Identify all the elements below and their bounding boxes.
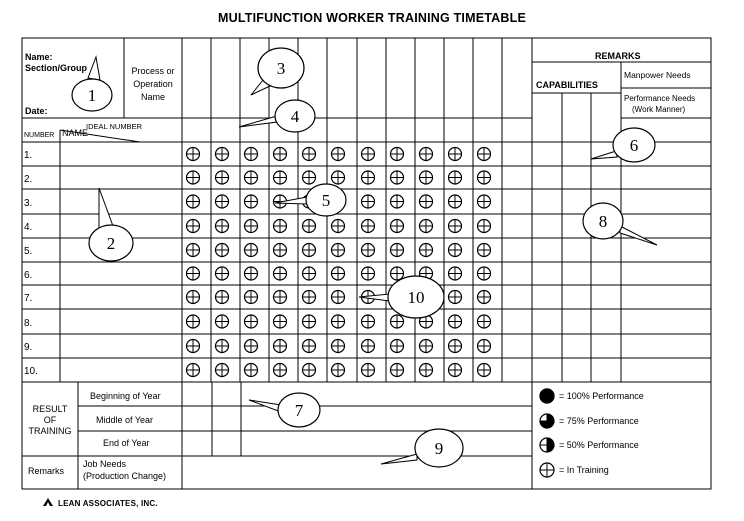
in-training-mark bbox=[449, 364, 462, 377]
legend-symbol-2 bbox=[540, 438, 554, 452]
in-training-mark bbox=[449, 315, 462, 328]
in-training-mark bbox=[245, 195, 258, 208]
brand-name: LEAN ASSOCIATES, INC. bbox=[58, 499, 158, 508]
in-training-mark bbox=[420, 244, 433, 257]
remarks-title: REMARKS bbox=[595, 51, 641, 61]
in-training-mark bbox=[362, 171, 375, 184]
callout-bubble-4 bbox=[239, 100, 315, 132]
callout-bubble-8 bbox=[583, 203, 657, 245]
in-training-mark bbox=[391, 340, 404, 353]
in-training-mark bbox=[449, 340, 462, 353]
in-training-mark bbox=[274, 220, 287, 233]
callout-number-3: 3 bbox=[276, 59, 286, 78]
in-training-mark bbox=[274, 315, 287, 328]
in-training-mark bbox=[245, 267, 258, 280]
callout-number-4: 4 bbox=[290, 107, 300, 126]
in-training-mark bbox=[478, 148, 491, 161]
in-training-mark bbox=[187, 267, 200, 280]
in-training-mark bbox=[245, 364, 258, 377]
end-of-year-label: End of Year bbox=[103, 438, 150, 448]
process-label-line2: Operation bbox=[133, 79, 173, 89]
callout-number-8: 8 bbox=[598, 212, 608, 231]
row-number-4: 4. bbox=[24, 222, 33, 233]
in-training-mark bbox=[332, 340, 345, 353]
in-training-mark bbox=[478, 291, 491, 304]
callout-bubble-10 bbox=[359, 276, 444, 318]
in-training-mark bbox=[274, 267, 287, 280]
in-training-mark bbox=[362, 148, 375, 161]
in-training-mark bbox=[391, 315, 404, 328]
in-training-mark bbox=[245, 244, 258, 257]
callout-number-2: 2 bbox=[106, 234, 116, 253]
in-training-mark bbox=[391, 364, 404, 377]
in-training-mark bbox=[303, 148, 316, 161]
process-label-line3: Name bbox=[140, 92, 165, 102]
in-training-mark bbox=[478, 171, 491, 184]
in-training-mark bbox=[187, 148, 200, 161]
name-label: Name: bbox=[25, 52, 53, 62]
in-training-mark bbox=[245, 171, 258, 184]
in-training-mark bbox=[216, 340, 229, 353]
in-training-mark bbox=[332, 291, 345, 304]
in-training-mark bbox=[216, 148, 229, 161]
in-training-mark bbox=[274, 171, 287, 184]
in-training-mark bbox=[391, 148, 404, 161]
in-training-mark bbox=[187, 195, 200, 208]
capabilities-label: CAPABILITIES bbox=[536, 80, 598, 90]
in-training-mark bbox=[478, 244, 491, 257]
in-training-mark bbox=[274, 148, 287, 161]
callout-number-10: 10 bbox=[407, 288, 425, 307]
in-training-mark bbox=[303, 291, 316, 304]
in-training-mark bbox=[449, 171, 462, 184]
in-training-mark bbox=[187, 291, 200, 304]
in-training-mark bbox=[332, 171, 345, 184]
in-training-mark bbox=[420, 364, 433, 377]
in-training-mark bbox=[478, 195, 491, 208]
in-training-mark bbox=[420, 220, 433, 233]
callout-number-7: 7 bbox=[294, 401, 304, 420]
in-training-mark bbox=[362, 220, 375, 233]
in-training-mark bbox=[216, 195, 229, 208]
in-training-mark bbox=[187, 315, 200, 328]
in-training-mark bbox=[362, 195, 375, 208]
in-training-mark bbox=[187, 340, 200, 353]
in-training-mark bbox=[478, 267, 491, 280]
in-training-mark bbox=[332, 315, 345, 328]
process-label-line1: Process or bbox=[131, 66, 175, 76]
in-training-mark bbox=[449, 267, 462, 280]
legend-label-75: = 75% Performance bbox=[559, 416, 639, 426]
in-training-mark bbox=[216, 291, 229, 304]
callout-bubble-9 bbox=[381, 429, 463, 467]
row-number-8: 8. bbox=[24, 317, 33, 329]
in-training-mark bbox=[391, 220, 404, 233]
in-training-mark bbox=[420, 195, 433, 208]
callout-bubble-6 bbox=[591, 128, 655, 162]
in-training-mark bbox=[332, 267, 345, 280]
in-training-mark bbox=[420, 340, 433, 353]
in-training-mark bbox=[362, 267, 375, 280]
in-training-mark bbox=[245, 291, 258, 304]
row-number-1: 1. bbox=[24, 150, 33, 161]
in-training-mark bbox=[391, 244, 404, 257]
in-training-mark bbox=[478, 364, 491, 377]
in-training-mark bbox=[274, 244, 287, 257]
row-number-9: 9. bbox=[24, 342, 33, 353]
row-number-7: 7. bbox=[24, 293, 33, 304]
row-number-10: 10. bbox=[24, 366, 38, 377]
legend-symbol-3 bbox=[540, 463, 554, 477]
beginning-of-year-label: Beginning of Year bbox=[90, 391, 161, 401]
performance-needs-label: Performance Needs bbox=[624, 94, 696, 103]
section-group-label: Section/Group bbox=[25, 63, 88, 73]
legend-symbol-0 bbox=[540, 389, 554, 403]
row-number-2: 2. bbox=[24, 173, 33, 185]
legend-symbol-1 bbox=[540, 414, 554, 428]
in-training-mark bbox=[274, 291, 287, 304]
in-training-mark bbox=[362, 340, 375, 353]
in-training-mark bbox=[478, 315, 491, 328]
date-label: Date: bbox=[25, 106, 48, 116]
in-training-mark bbox=[216, 220, 229, 233]
callout-number-6: 6 bbox=[629, 136, 639, 155]
in-training-mark bbox=[303, 171, 316, 184]
in-training-mark bbox=[216, 267, 229, 280]
middle-of-year-label: Middle of Year bbox=[96, 415, 154, 425]
in-training-mark bbox=[187, 244, 200, 257]
callout-number-5: 5 bbox=[321, 191, 331, 210]
in-training-mark bbox=[449, 220, 462, 233]
result-label: RESULT bbox=[32, 404, 68, 414]
in-training-mark bbox=[391, 267, 404, 280]
training-label: TRAINING bbox=[28, 426, 72, 436]
in-training-mark bbox=[245, 315, 258, 328]
lean-logo-icon bbox=[42, 497, 54, 507]
in-training-mark bbox=[187, 171, 200, 184]
in-training-mark bbox=[216, 244, 229, 257]
legend-label-100: = 100% Performance bbox=[559, 391, 644, 401]
in-training-mark bbox=[216, 315, 229, 328]
in-training-mark bbox=[391, 171, 404, 184]
work-manner-label: (Work Manner) bbox=[632, 105, 686, 114]
manpower-needs-label: Manpower Needs bbox=[624, 70, 691, 80]
in-training-mark bbox=[332, 364, 345, 377]
in-training-mark bbox=[303, 315, 316, 328]
in-training-mark bbox=[449, 244, 462, 257]
brand-footer bbox=[42, 497, 158, 508]
in-training-mark bbox=[303, 364, 316, 377]
in-training-mark bbox=[187, 364, 200, 377]
callout-bubble-3 bbox=[251, 48, 304, 95]
in-training-mark bbox=[303, 220, 316, 233]
in-training-mark bbox=[245, 148, 258, 161]
in-training-mark bbox=[303, 267, 316, 280]
in-training-mark bbox=[420, 148, 433, 161]
in-training-mark bbox=[274, 340, 287, 353]
callout-bubble-2 bbox=[89, 188, 133, 261]
in-training-mark bbox=[303, 244, 316, 257]
ideal-number-label: IDEAL NUMBER bbox=[86, 122, 142, 131]
row-number-3: 3. bbox=[24, 197, 33, 209]
in-training-mark bbox=[449, 148, 462, 161]
in-training-mark bbox=[420, 171, 433, 184]
in-training-mark bbox=[274, 364, 287, 377]
in-training-mark bbox=[245, 220, 258, 233]
in-training-mark bbox=[245, 340, 258, 353]
in-training-mark bbox=[449, 195, 462, 208]
in-training-mark bbox=[362, 244, 375, 257]
page-title: MULTIFUNCTION WORKER TRAINING TIMETABLE bbox=[218, 11, 526, 25]
in-training-mark bbox=[362, 364, 375, 377]
callout-bubble-7 bbox=[249, 393, 320, 427]
in-training-mark bbox=[478, 340, 491, 353]
in-training-mark bbox=[332, 244, 345, 257]
callout-number-1: 1 bbox=[87, 86, 97, 105]
in-training-mark bbox=[303, 340, 316, 353]
in-training-mark bbox=[332, 148, 345, 161]
callout-number-9: 9 bbox=[434, 439, 444, 458]
in-training-mark bbox=[449, 291, 462, 304]
of-label: OF bbox=[43, 415, 57, 425]
remarks-row-label: Remarks bbox=[28, 466, 65, 476]
legend-label-50: = 50% Performance bbox=[559, 440, 639, 450]
legend-label-in-training: = In Training bbox=[559, 465, 609, 475]
in-training-mark bbox=[216, 171, 229, 184]
in-training-mark bbox=[216, 364, 229, 377]
in-training-mark bbox=[391, 195, 404, 208]
name-column-label: NAME bbox=[62, 128, 89, 138]
row-number-6: 6. bbox=[24, 269, 33, 281]
in-training-mark bbox=[187, 220, 200, 233]
number-column-label: NUMBER bbox=[24, 132, 55, 139]
in-training-mark bbox=[332, 220, 345, 233]
production-change-label: (Production Change) bbox=[83, 471, 167, 481]
row-number-5: 5. bbox=[24, 246, 33, 257]
job-needs-label: Job Needs bbox=[83, 459, 127, 469]
in-training-mark bbox=[362, 315, 375, 328]
in-training-mark bbox=[478, 220, 491, 233]
